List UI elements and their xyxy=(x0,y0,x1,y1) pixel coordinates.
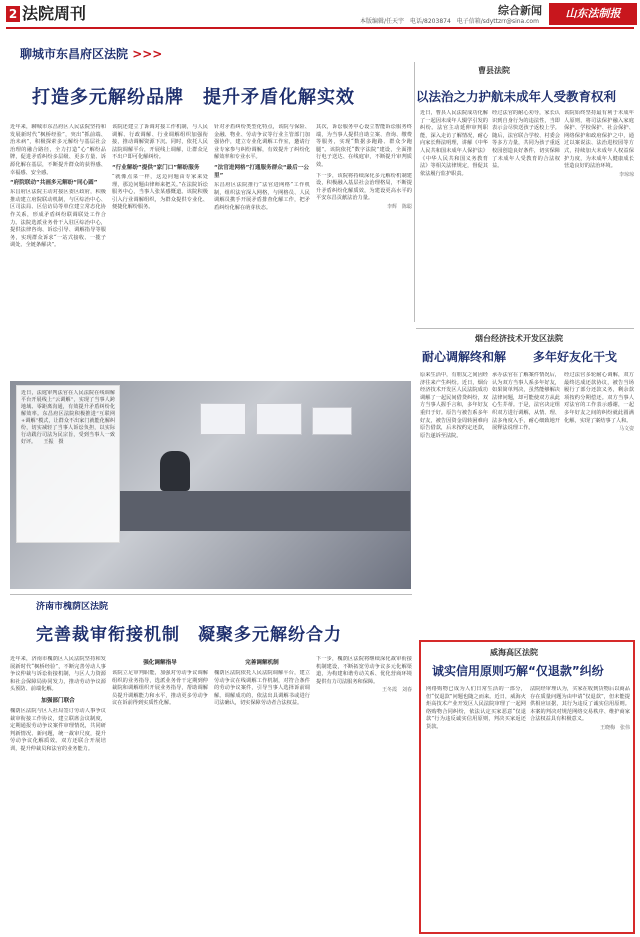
article2-column-3 xyxy=(564,110,634,320)
article3-column-2 xyxy=(492,372,560,634)
article3-paragraph: 承办法官在了解案件情况后，认为双方当事人系多年好友，如果简单判决，虽然能够解决法律问题，却可能使双方从此心生芥蒂。于是，法官决定组织双方进行调解，从情、理、法多角度入手，耐心细致地开展释法说理工作。 xyxy=(492,372,560,432)
article1-paragraph: 东昌府区法院推行“法官进网格”工作机制，组织法官深入网格，与网格员、人民调解员携手开展矛盾排查化解工作，把矛盾纠纷化解在萌芽状态。 xyxy=(214,181,310,211)
article1-paragraph: 针对矛盾纠纷类型化特点，该院与保险、金融、物业、劳动争议等行业主管部门加强协作，建立专业化调解工作室，邀请行业专家参与纠纷调解，有效提升了纠纷化解效率和专业水平。 xyxy=(214,124,310,161)
photo-caption-box xyxy=(16,385,120,543)
article1-column-4 xyxy=(316,124,412,374)
article3-title-2: 多年好友化干戈 xyxy=(533,350,618,364)
article2-byline: 李琼琼 xyxy=(618,171,634,178)
article1-subheading: “府院联动”共画多元解纷“同心圆” xyxy=(10,180,98,187)
article5-org: 威海高区法院 xyxy=(490,648,538,657)
photo-screen xyxy=(312,407,352,435)
photo-caption: 近日，法庭审判法官在人民法院在线调解平台开展线上“云调解”，实现了当事人跨地域、零距离沟通，有效提升矛盾纠纷化解效率。东昌府区法院积极推进“互联网+调解”模式，让群众不出家门就能化解纠纷，切实减轻了当事人诉讼负担，以实际行动践行司法为民宗旨，受到当事人一致好评。 王振 摄 xyxy=(21,390,115,445)
article1-column-3 xyxy=(214,124,310,374)
article4-paragraph: 该院立足审判职能，加强对劳动争议调解组织的业务指导，选派业务骨干定期到仲裁院和调解组织开展业务指导，帮助调解员提升调解能力和水平，推动更多劳动争议在诉前得到实质性化解。 xyxy=(112,670,208,707)
article4-byline: 王冬霞 刘春 xyxy=(381,687,412,694)
article2-column-2 xyxy=(492,110,560,320)
article3-org: 烟台经济技术开发区法院 xyxy=(475,334,563,343)
masthead xyxy=(0,0,640,30)
article4-subheading: 完善调解机制 xyxy=(245,660,279,666)
article3-paragraph: 原来生活中，有朋友之间因经济往来产生纠纷。近日，烟台经济技术开发区人民法院成功调解了一起民间借贷纠纷，双方当事人握手言和，多年好友重归于好。原告与被告系多年好友，被告因资金周转困难向原告借款，后未按约定还款，原告遂诉至法院。 xyxy=(420,372,488,439)
article4-paragraph: 槐荫区法院依托人民法院调解平台，建立劳动争议在线调解工作机制，对符合条件的劳动争议案件，引导当事人选择诉前调解。调解成功的，依法出具调解书或进行司法确认，切实保障劳动者合法权益。 xyxy=(214,670,310,707)
article1-column-2 xyxy=(112,124,208,374)
article2-paragraph: 该院始终坚持最有利于未成年人原则，将司法保护融入家庭保护、学校保护、社会保护、网络保护和政府保护之中，通过以案说法、法治进校园等方式，持续加大未成年人权益保护力度，为未成年人健康成长营造良好的法治环境。 xyxy=(564,110,634,170)
article5-paragraph: 法院经审理认为，买家在收到货物后以商品存在质量问题为由申请“仅退款”，但未能提供相应证据，其行为违反了诚实信用原则。本案的判决对规范网络交易秩序、维护商家合法权益具有积极意义。 xyxy=(530,686,630,723)
article4-subheading: 强化调解指导 xyxy=(143,660,177,666)
article4-column-4 xyxy=(316,656,412,932)
header-rule xyxy=(6,27,634,29)
article2-column-1 xyxy=(420,110,488,320)
photo-screen xyxy=(256,403,302,435)
photo-desk xyxy=(120,491,410,531)
page-name: 法院周刊 xyxy=(22,4,87,23)
article4-paragraph: 近年来，济南市槐荫区人民法院坚持和发展新时代“枫桥经验”，不断完善劳动人事争议仲裁与诉讼衔接机制，与区人力资源和社会保障局协同发力，推动劳动争议源头预防、前端化解。 xyxy=(10,656,106,693)
page-number: 2 xyxy=(6,6,20,22)
article3-column-1 xyxy=(420,372,488,634)
article1-title: 打造多元解纷品牌 提升矛盾化解实效 xyxy=(32,87,355,108)
article2-org: 曹县法院 xyxy=(478,66,510,75)
article4-paragraph: 下一步，槐荫区法院将继续深化裁审衔接机制建设，不断拓宽劳动争议多元化解渠道，为构建和谐劳动关系、优化营商环境提供有力司法服务和保障。 xyxy=(316,656,412,685)
article4-column-3 xyxy=(214,656,310,932)
article3-paragraph: 经过法官多轮耐心调解，双方最终达成还款协议，被告当场履行了部分还款义务，剩余款项按约分期偿还。双方当事人对法官的工作表示感谢，一起多年好友之间的纠纷就此圆满化解，实现了案结事了人和。 xyxy=(564,372,634,424)
article2-paragraph: 经过法官的耐心劝导，家长认识到自身行为的违法性，当即表示会尽快送孩子返校上学。随后，法官联合学校、村委会等多方力量，共同为孩子重返校园创造良好条件，切实保障了未成年人受教育的合法权益。 xyxy=(492,110,560,170)
article4-subheading: 加强部门联合 xyxy=(41,697,75,704)
article1-paragraph: 该院还建立了诉调对接工作机制，与人民调解、行政调解、行业调解组织加强衔接，推动调解资源下沉。同时，依托人民法院调解平台，开展线上调解，让群众足不出户即可化解纠纷。 xyxy=(112,124,208,161)
article1-column-1 xyxy=(10,124,106,374)
article2-title: 以法治之力护航未成年人受教育权利 xyxy=(416,89,617,104)
photo-person xyxy=(160,451,190,491)
article4-title: 完善裁审衔接机制 凝聚多元解纷合力 xyxy=(36,625,342,645)
section-divider xyxy=(416,328,634,329)
section-name: 综合新闻 xyxy=(498,4,542,17)
newspaper-logo: 山东法制报 xyxy=(549,3,637,25)
article1-paragraph: 近年来，聊城市东昌府区人民法院坚持和发展新时代“枫桥经验”，突出“抓前端、治未病”，积极探索多元解纷与基层社会治理的融合路径，全力打造“心”解纷品牌，促进矛盾纠纷多层级、更多方量、诉源化解在基层，不断提升群众的获得感、幸福感、安全感。 xyxy=(10,124,106,176)
article1-paragraph: 下一步，该院将持续深化多元解纷机制建设，积极融入基层社会治理格局，不断提升矛盾纠纷化解质效，为建设更高水平的平安东昌贡献法治力量。 xyxy=(316,172,412,202)
article1-subheading: “行业解纷”提供“家门口”解纷服务 xyxy=(112,164,200,171)
article3-column-3 xyxy=(564,372,634,634)
article1-byline: 李辉 陈聪 xyxy=(386,203,412,210)
article4-paragraph: 槐荫区法院与区人社局签订劳动人事争议裁审衔接工作协议，建立联席会议制度，定期通报劳动争议案件审理情况，共同研判新情况、新问题，统一裁审尺度，提升劳动争议化解质效。双方还联合开展培训，提升仲裁员和法官的业务能力。 xyxy=(10,707,106,752)
article5-column-1 xyxy=(426,686,526,926)
article1-paragraph: 东昌府区法院主动对接区委区政府，积极推动建立府院联动机制，与区综治中心、区司法局、区信访局等单位建立常态化协作关系，形成矛盾纠纷联调联处工作合力。法院选派业务骨干入驻区综治中心，提供法律咨询、诉讼引导、调解指导等服务，实现群众诉求“一站式接收、一揽子调处、全链条解决”。 xyxy=(10,189,106,249)
article4-org: 济南市槐荫区法院 xyxy=(36,602,109,612)
article1-paragraph: “就像点菜一样，这边问题由专家来处理，那边问题由律师来把关。”在法院诉讼服务中心，当事人张某感慨道。该院积极引入行业调解组织，为群众提供专业化、便捷化解纷服务。 xyxy=(112,173,208,211)
column-divider xyxy=(414,62,415,322)
article1-org: 聊城市东昌府区法院 >>> xyxy=(20,47,163,61)
article1-paragraph: 其次，诉讼服务中心设立智能诉讼服务终端，为当事人提供自助立案、查询、缴费等服务，实现“数据多跑路、群众少跑腿”。该院依托“数字法院”建设，全面推行电子送达、在线庭审，不断提升审判质效。 xyxy=(316,124,412,168)
photo-screen xyxy=(200,403,246,435)
editor-info: 本版编辑/任天宇 电话/8203874 电子信箱/sdyttzrr@sina.com xyxy=(360,18,539,25)
article5-paragraph: 网络购物已成为人们日常生活的一部分，但“仅退款”问题也随之而来。近日，威海火炬高技术产业开发区人民法院审理了一起网络购物合同纠纷，依法认定买家恶意“仅退款”行为违反诚实信用原则，判决买家返还货款。 xyxy=(426,686,526,730)
section-divider xyxy=(10,594,412,595)
article3-title-1: 耐心调解终和解 xyxy=(422,350,507,364)
article3-byline: 马文姿 xyxy=(618,426,634,433)
article4-column-2 xyxy=(112,656,208,932)
article4-column-1 xyxy=(10,656,106,932)
arrows-icon: >>> xyxy=(128,47,163,61)
article5-byline: 王晓梅 张伟 xyxy=(599,724,630,731)
article5-title: 诚实信用原则巧解“仅退款”纠纷 xyxy=(432,664,604,678)
article5-column-2 xyxy=(530,686,630,926)
article1-subheading: “法官进网格”打通服务群众“最后一公里” xyxy=(214,164,309,179)
article2-paragraph: 近日，曹县人民法院成功化解了一起因未成年人辍学引发的纠纷。法官主动延伸审判职能，深入走访了解情况，耐心向家长释法明理，讲解《中华人民共和国未成年人保护法》《中华人民共和国义务教育法》等相关法律规定，督促其依法履行监护职责。 xyxy=(420,110,488,177)
